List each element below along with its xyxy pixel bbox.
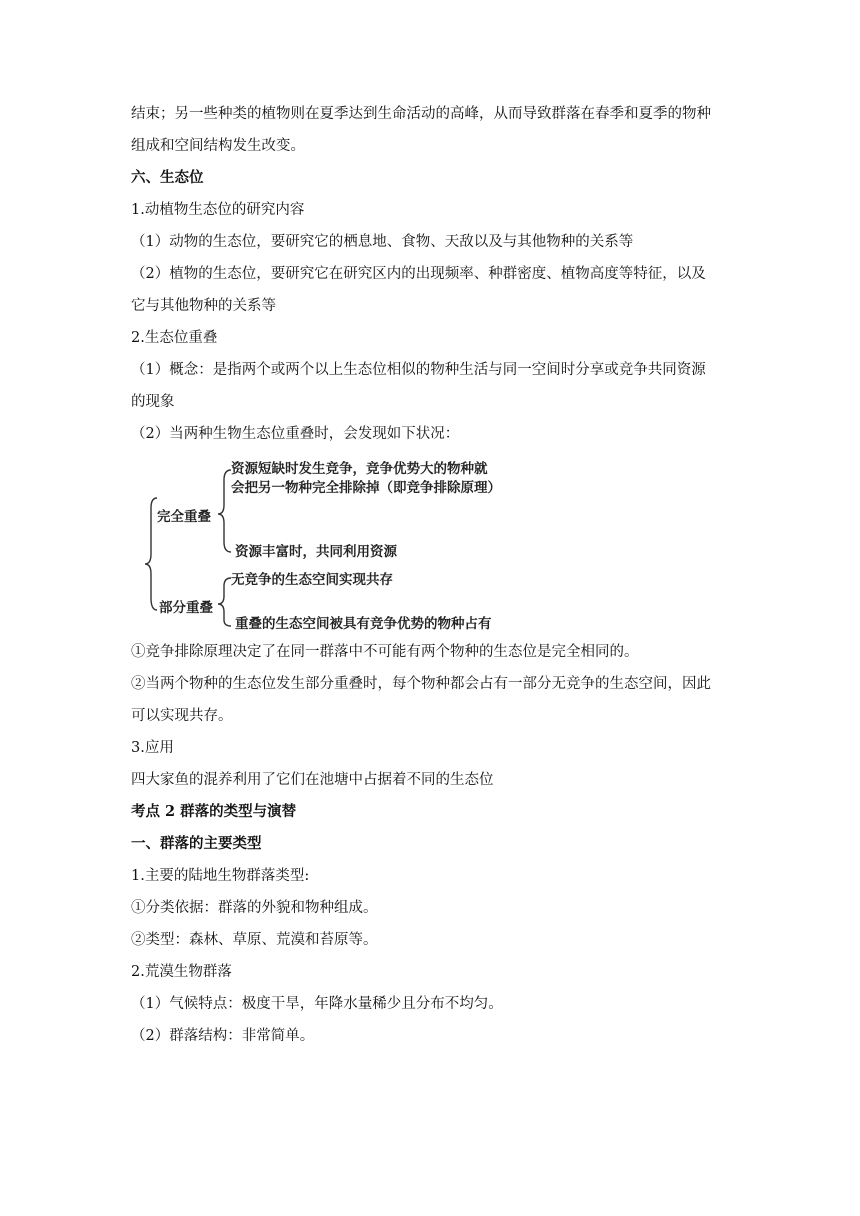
complete-case-2: 资源丰富时，共同利用资源 <box>235 544 397 560</box>
paragraph-line: 可以实现共存。 <box>131 708 233 724</box>
subsection-title: 2.荒漠生物群落 <box>131 964 232 980</box>
subsection-title: 3.应用 <box>131 740 174 756</box>
paragraph-line: 的现象 <box>131 394 175 410</box>
paragraph-line: （1）概念：是指两个或两个以上生态位相似的物种生活与同一空间时分享或竞争共同资源 <box>131 362 706 378</box>
subsection-title: 1.主要的陆地生物群落类型: <box>131 868 310 884</box>
paragraph-line: 它与其他物种的关系等 <box>131 298 276 314</box>
paragraph-line: （2）植物的生态位，要研究它在研究区内的出现频率、种群密度、植物高度等特征，以及 <box>131 266 706 282</box>
paragraph-line: ①竞争排除原理决定了在同一群落中不可能有两个物种的生态位是完全相同的。 <box>131 644 639 660</box>
complete-case-1-line-2: 会把另一物种完全排除掉（即竞争排除原理） <box>231 480 501 496</box>
paragraph-line: ②类型：森林、草原、荒漠和苔原等。 <box>131 932 378 948</box>
paragraph-line: （2）群落结构：非常简单。 <box>131 1028 315 1044</box>
subsection-title: 1.动植物生态位的研究内容 <box>131 202 305 218</box>
section-heading: 一、群落的主要类型 <box>131 835 262 852</box>
partial-overlap-label: 部分重叠 <box>159 600 213 616</box>
section-heading: 考点 2 群落的类型与演替 <box>131 803 297 820</box>
paragraph-line: （1）气候特点：极度干旱，年降水量稀少且分布不均匀。 <box>131 996 503 1012</box>
document-page <box>131 104 731 1046</box>
complete-overlap-brace <box>218 470 231 552</box>
paragraph-line: 组成和空间结构发生改变。 <box>131 138 305 154</box>
paragraph-line: ②当两个物种的生态位发生部分重叠时，每个物种都会占有一部分无竞争的生态空间，因此 <box>131 676 711 692</box>
paragraph-line: 结束；另一些种类的植物则在夏季达到生命活动的高峰，从而导致群落在春季和夏季的物种 <box>131 106 711 122</box>
niche-overlap-diagram <box>135 450 555 630</box>
paragraph-line: ①分类依据：群落的外貌和物种组成。 <box>131 900 378 916</box>
partial-overlap-brace <box>218 578 231 626</box>
complete-overlap-label: 完全重叠 <box>157 509 211 525</box>
partial-case-2: 重叠的生态空间被具有竞争优势的物种占有 <box>235 616 492 632</box>
outer-brace <box>145 498 157 610</box>
partial-case-1: 无竞争的生态空间实现共存 <box>231 572 393 588</box>
complete-case-1-line-1: 资源短缺时发生竞争，竞争优势大的物种就 <box>231 461 488 477</box>
section-heading: 六、生态位 <box>131 169 204 186</box>
paragraph-line: 四大家鱼的混养利用了它们在池塘中占据着不同的生态位 <box>131 772 494 788</box>
subsection-title: 2.生态位重叠 <box>131 330 218 346</box>
paragraph-line: （2）当两种生物生态位重叠时，会发现如下状况： <box>131 426 460 442</box>
paragraph-line: （1）动物的生态位，要研究它的栖息地、食物、天敌以及与其他物种的关系等 <box>131 234 634 250</box>
